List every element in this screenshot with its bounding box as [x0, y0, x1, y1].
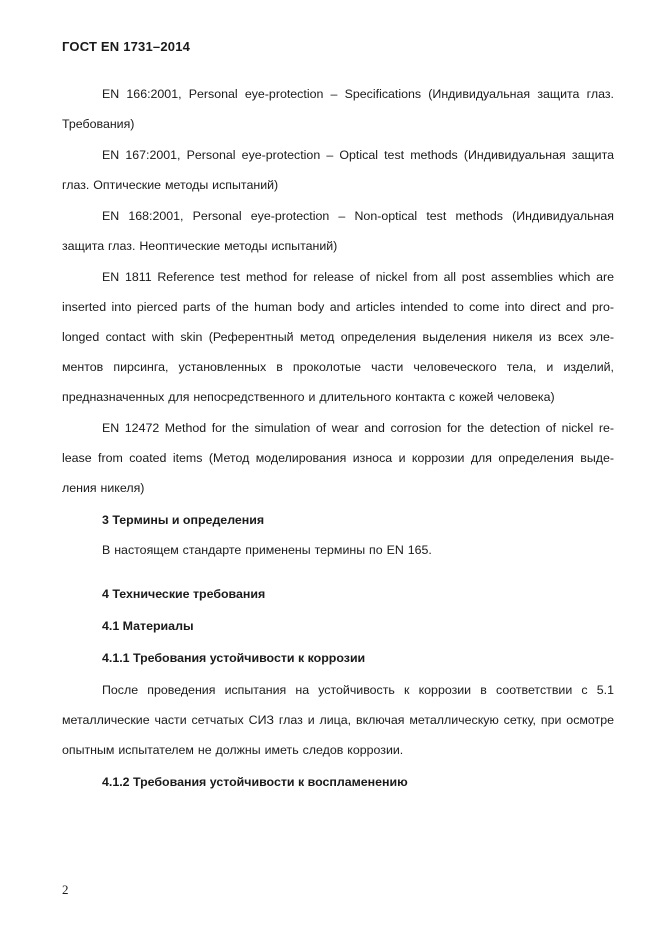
reference-en1811: EN 1811 Reference test method for release of nickel from all post assemblies which are inserted into pierced parts of the human body and articles intended to come into direct and prolonged contact with skin (Референтный метод определения выделения никеля из всех элементов пирсинга, установленных в проколотые части человеческого тела, и изделий, предназначенных для непосредственного и длительного контакта с кожей человека): [62, 270, 614, 404]
section-4-1-heading: 4.1 Материалы: [102, 619, 194, 633]
reference-en166: EN 166:2001, Personal eye-protection – Specifications (Индивидуальная защита глаз. Требования): [62, 87, 614, 131]
reference-en168: EN 168:2001, Personal eye-protection – Non-optical test methods (Индивидуальная защита глаз. Неоптические методы испытаний): [62, 209, 614, 253]
section-3-text: В настоящем стандарте применены термины по EN 165.: [102, 543, 432, 557]
section-4-1-1-heading: 4.1.1 Требования устойчивости к коррозии: [102, 651, 366, 665]
section-4-heading: 4 Технические требования: [102, 587, 266, 601]
reference-en12472: EN 12472 Method for the simulation of wear and corrosion for the detection of nickel release from coated items (Метод моделирования износа и коррозии для определения выделения никеля): [62, 421, 614, 495]
section-3-heading: 3 Термины и определения: [102, 513, 265, 527]
section-4-1-2-heading: 4.1.2 Требования устойчивости к воспламенению: [102, 775, 408, 789]
document-header: ГОСТ EN 1731–2014: [62, 39, 191, 54]
page-number: 2: [62, 882, 69, 897]
document-body: [62, 79, 614, 797]
reference-en167: EN 167:2001, Personal eye-protection – Optical test methods (Индивидуальная защита глаз. Оптические методы испытаний): [62, 148, 614, 192]
section-4-1-1-text: После проведения испытания на устойчивость к коррозии в соответствии с 5.1 металлические части сетчатых СИЗ глаз и лица, включая металлическую сетку, при осмотре опытным испытателем не должны иметь следов коррозии.: [62, 683, 614, 757]
